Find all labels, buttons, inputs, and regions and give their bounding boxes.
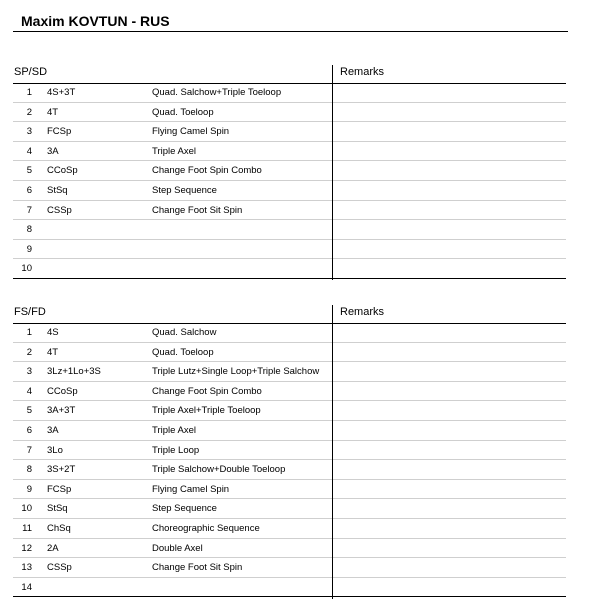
element-description: Flying Camel Spin <box>152 126 230 138</box>
element-row <box>13 343 566 363</box>
element-row <box>13 558 566 578</box>
element-number: 9 <box>26 483 32 495</box>
free-skating-remarks-divider <box>332 305 333 599</box>
element-row <box>13 441 566 461</box>
element-code: 4T <box>47 106 59 118</box>
element-row <box>13 161 566 181</box>
element-description: Change Foot Sit Spin <box>152 562 243 574</box>
element-row <box>13 460 566 480</box>
element-code: 3Lz+1Lo+3S <box>47 366 101 378</box>
free-skating-remarks-label: Remarks <box>340 306 385 318</box>
element-description: Choreographic Sequence <box>152 522 260 534</box>
element-row <box>13 201 566 221</box>
short-program-remarks-divider <box>332 65 333 280</box>
element-code: 2A <box>47 542 59 554</box>
element-number: 3 <box>26 366 32 378</box>
element-row <box>13 578 566 598</box>
element-number: 13 <box>21 562 32 574</box>
element-code: 3S+2T <box>47 464 76 476</box>
element-row <box>13 240 566 260</box>
element-number: 2 <box>26 106 32 118</box>
element-row <box>13 421 566 441</box>
element-description: Triple Lutz+Single Loop+Triple Salchow <box>152 366 320 378</box>
element-code: 3A <box>47 424 59 436</box>
element-description: Quad. Toeloop <box>152 346 214 358</box>
element-description: Quad. Toeloop <box>152 106 214 118</box>
element-number: 1 <box>26 87 32 98</box>
element-row <box>13 480 566 500</box>
element-code: 3A <box>47 145 59 157</box>
element-code: 3A+3T <box>47 405 76 417</box>
element-description: Change Foot Sit Spin <box>152 204 243 216</box>
element-code: FCSp <box>47 126 72 138</box>
element-number: 11 <box>22 522 32 534</box>
element-code: CCoSp <box>47 165 78 177</box>
element-code: StSq <box>47 503 68 515</box>
element-number: 6 <box>26 424 32 436</box>
short-program-label: SP/SD <box>14 66 48 78</box>
element-description: Triple Axel <box>152 424 196 436</box>
element-number: 6 <box>26 184 32 196</box>
element-row <box>13 539 566 559</box>
element-row <box>13 142 566 162</box>
free-skating-label: FS/FD <box>14 306 46 318</box>
row-divider <box>13 278 566 279</box>
title-divider <box>13 31 568 32</box>
free-skating-table <box>13 305 566 597</box>
element-number: 2 <box>26 346 32 358</box>
element-code: 3Lo <box>47 444 63 456</box>
element-description: Change Foot Spin Combo <box>152 165 262 177</box>
element-number: 5 <box>26 165 32 177</box>
element-number: 1 <box>26 327 32 338</box>
element-row <box>13 519 566 539</box>
element-row <box>13 499 566 519</box>
element-code: StSq <box>47 184 68 196</box>
element-number: 10 <box>21 503 32 515</box>
element-number: 3 <box>26 126 32 138</box>
element-code: 4S+3T <box>47 87 76 98</box>
short-program-rows <box>13 83 566 279</box>
element-number: 8 <box>26 464 32 476</box>
element-code: 4S <box>47 327 59 338</box>
element-number: 7 <box>26 204 32 216</box>
element-number: 10 <box>21 263 32 275</box>
element-description: Change Foot Spin Combo <box>152 385 262 397</box>
element-code: ChSq <box>47 522 71 534</box>
element-description: Quad. Salchow <box>152 327 217 338</box>
element-row <box>13 401 566 421</box>
element-number: 9 <box>26 243 32 255</box>
row-divider <box>13 596 566 597</box>
element-row <box>13 382 566 402</box>
element-description: Triple Loop <box>152 444 200 456</box>
element-number: 8 <box>26 224 32 236</box>
element-number: 4 <box>26 145 32 157</box>
element-number: 7 <box>26 444 32 456</box>
element-row <box>13 259 566 279</box>
element-description: Step Sequence <box>152 503 217 515</box>
short-program-header <box>13 65 566 83</box>
element-row <box>13 103 566 123</box>
skater-title: Maxim KOVTUN - RUS <box>21 13 170 29</box>
element-description: Triple Axel+Triple Toeloop <box>152 405 261 417</box>
element-description: Double Axel <box>152 542 203 554</box>
short-program-remarks-label: Remarks <box>340 66 385 78</box>
element-description: Step Sequence <box>152 184 217 196</box>
element-code: CCoSp <box>47 385 78 397</box>
element-description: Quad. Salchow+Triple Toeloop <box>152 87 282 98</box>
element-code: FCSp <box>47 483 72 495</box>
short-program-table <box>13 65 566 279</box>
element-code: 4T <box>47 346 59 358</box>
element-row <box>13 181 566 201</box>
element-code: CSSp <box>47 562 72 574</box>
element-description: Triple Salchow+Double Toeloop <box>152 464 286 476</box>
element-row <box>13 83 566 103</box>
element-row <box>13 122 566 142</box>
free-skating-header <box>13 305 566 323</box>
element-number: 14 <box>21 581 32 593</box>
free-skating-rows <box>13 323 566 597</box>
element-row <box>13 323 566 343</box>
element-description: Triple Axel <box>152 145 196 157</box>
element-number: 5 <box>26 405 32 417</box>
element-row <box>13 362 566 382</box>
element-number: 12 <box>21 542 32 554</box>
element-row <box>13 220 566 240</box>
element-description: Flying Camel Spin <box>152 483 230 495</box>
element-number: 4 <box>26 385 32 397</box>
element-code: CSSp <box>47 204 72 216</box>
